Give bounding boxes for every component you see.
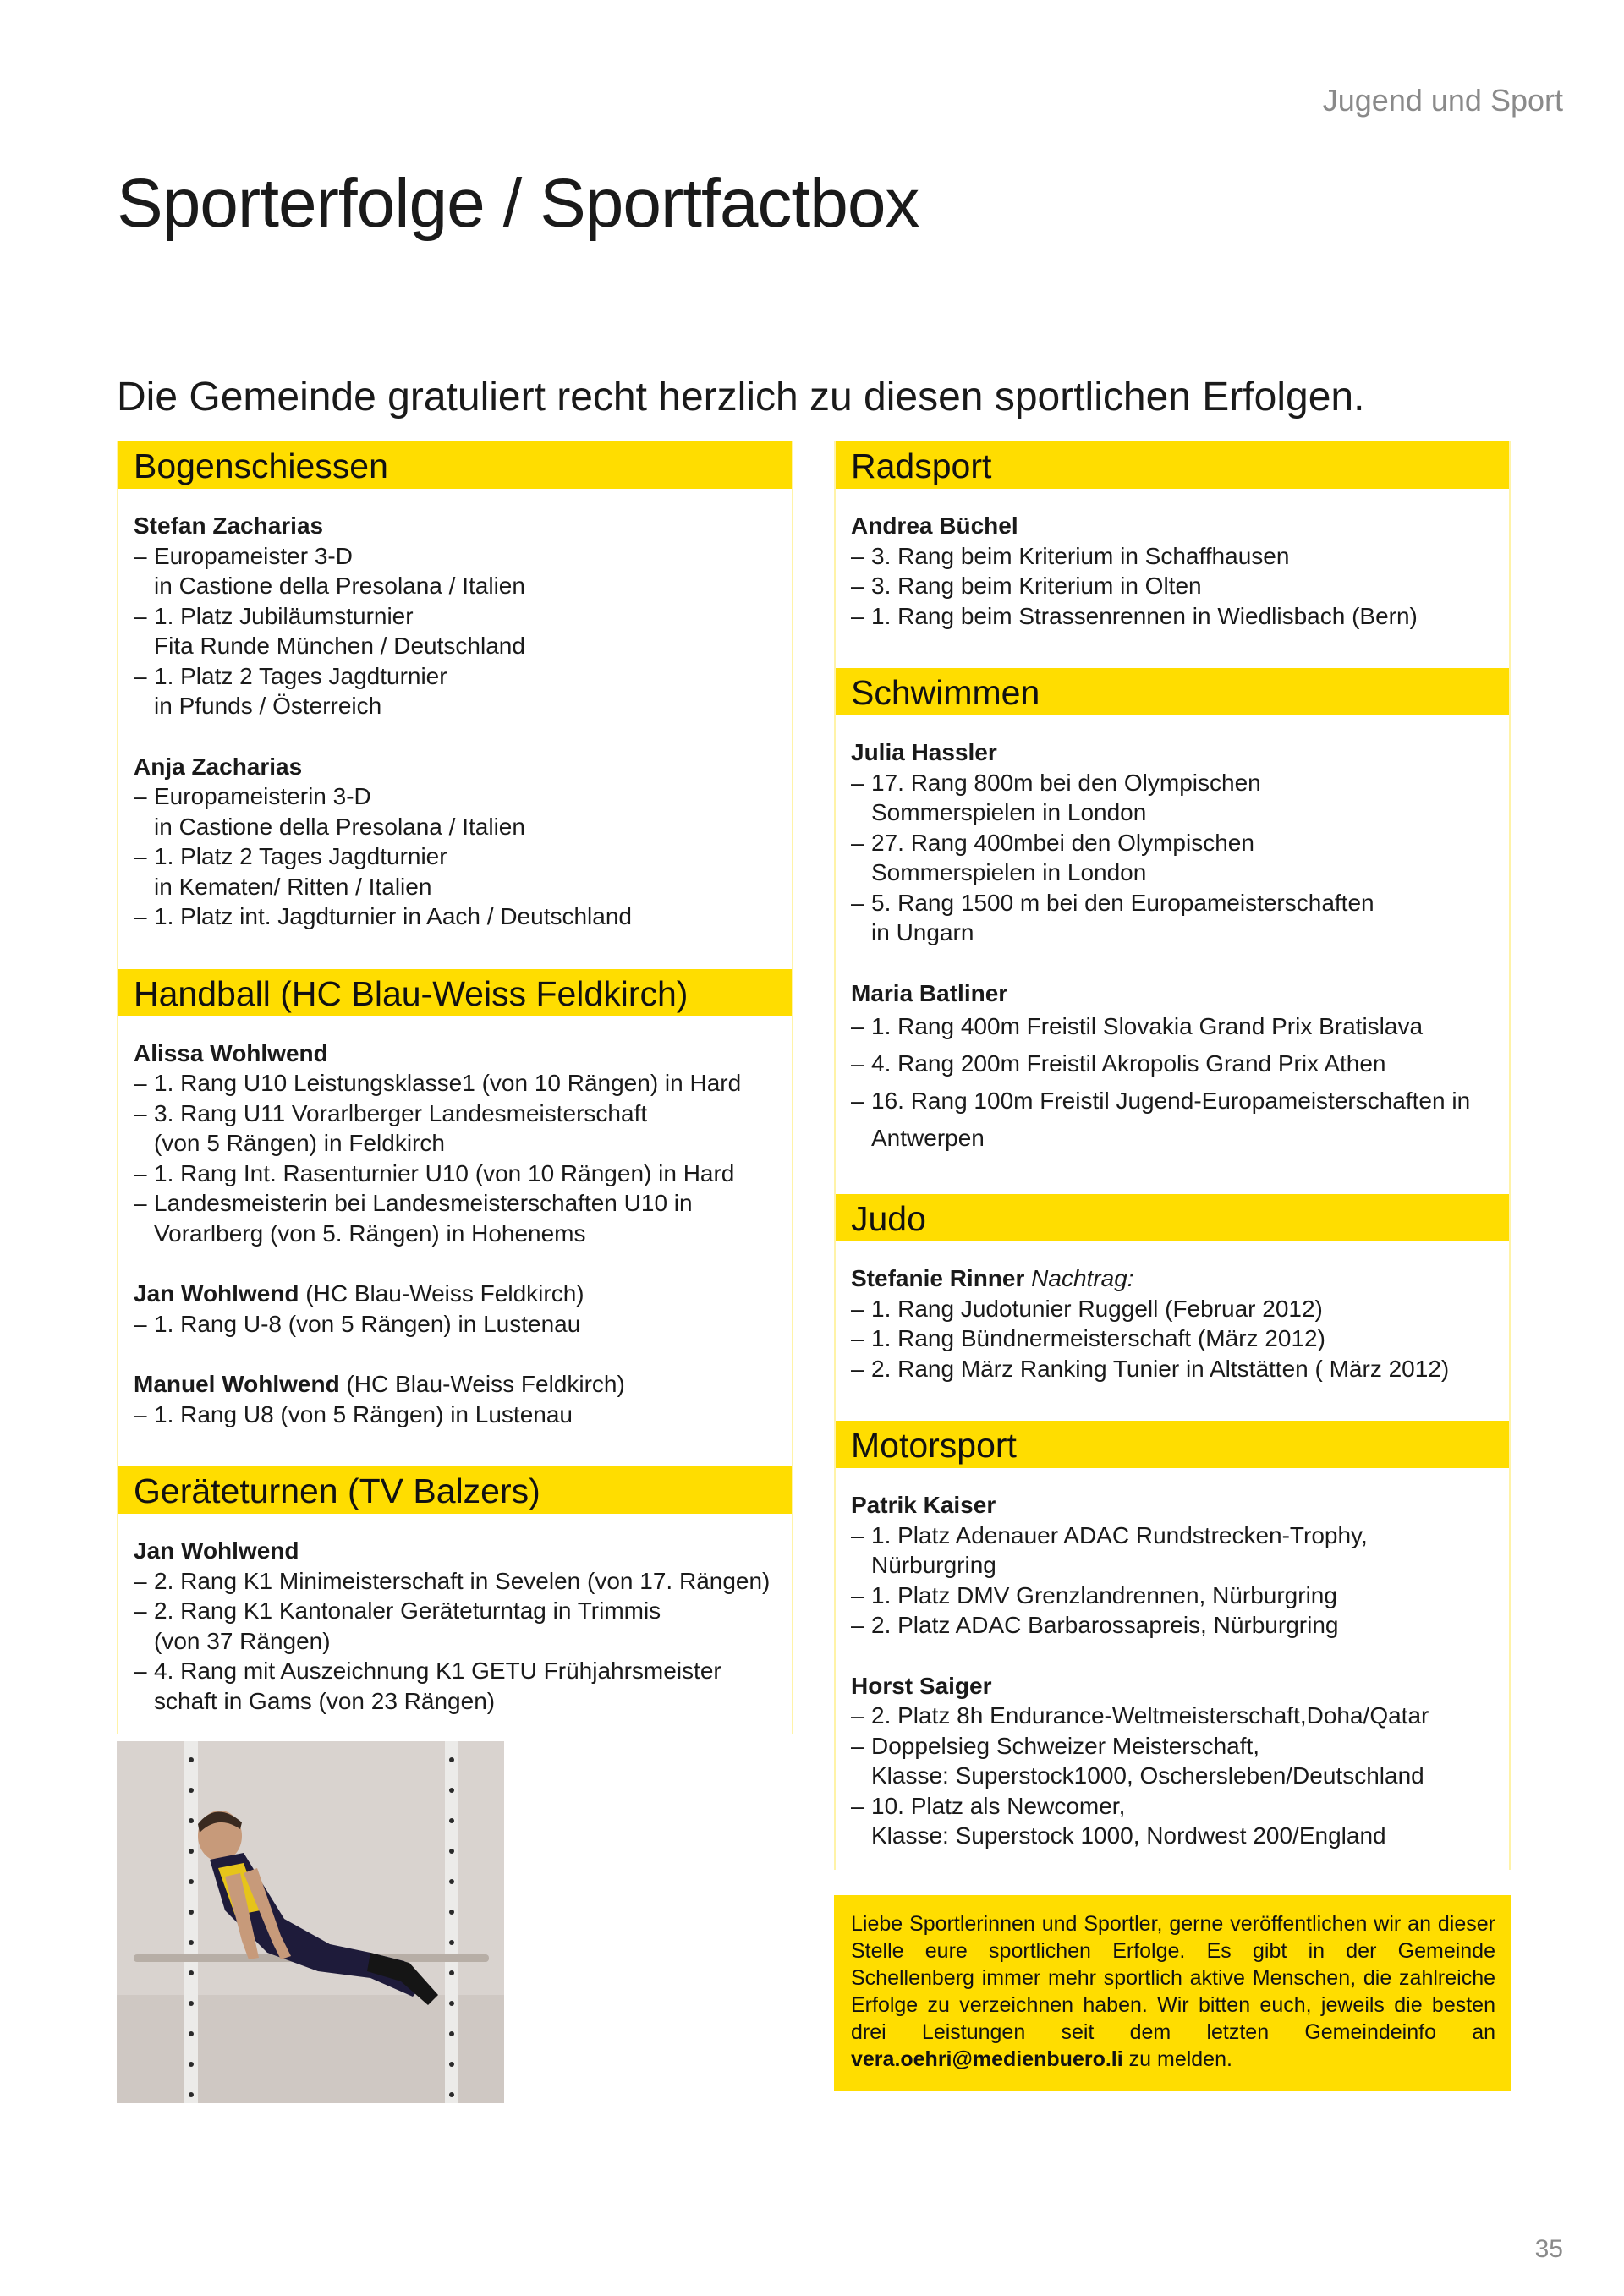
result-list (851, 768, 1509, 948)
left-column (117, 441, 793, 2103)
result-item: – Europameister 3-D in Castione della Presolana / Italien (134, 541, 792, 601)
athlete-name: Stefanie Rinner Nachtrag: (851, 1265, 1134, 1291)
result-item: – 10. Platz als Newcomer, Klasse: Superstock 1000, Nordwest 200/England (851, 1791, 1509, 1851)
category-motorsport (834, 1421, 1511, 1870)
category-radsport (834, 441, 1511, 668)
athlete-entry (134, 511, 792, 721)
category-handball (117, 969, 793, 1467)
result-item: – Doppelsieg Schweizer Meisterschaft, Klasse: Superstock1000, Oschersleben/Deutschland (851, 1731, 1509, 1791)
athlete-name: Stefan Zacharias (134, 512, 324, 539)
result-item: – 16. Rang 100m Freistil Jugend-Europameisterschaften in Antwerpen (851, 1082, 1509, 1157)
category-schwimmen (834, 668, 1511, 1194)
result-item: – 1. Rang U8 (von 5 Rängen) in Lustenau (134, 1400, 792, 1430)
athlete-entry (851, 737, 1509, 948)
result-item: – Landesmeisterin bei Landesmeisterschaften U10 in Vorarlberg (von 5. Rängen) in Hohenems (134, 1188, 792, 1248)
category-body (836, 715, 1509, 1194)
athlete-entry (851, 1490, 1509, 1641)
result-item: – 1. Platz DMV Grenzlandrennen, Nürburgring (851, 1581, 1509, 1611)
category-body (118, 1016, 792, 1467)
result-item: – 2. Platz ADAC Barbarossapreis, Nürburgring (851, 1610, 1509, 1641)
result-item: – 1. Platz Jubiläumsturnier Fita Runde München / Deutschland (134, 601, 792, 661)
result-item: – 3. Rang beim Kriterium in Olten (851, 571, 1509, 601)
category-geraeteturnen (117, 1466, 793, 1734)
athlete-name: Patrik Kaiser (851, 1492, 996, 1518)
result-list (851, 1294, 1509, 1384)
category-body (836, 1241, 1509, 1421)
result-item: – 3. Rang U11 Vorarlberger Landesmeisterschaft (von 5 Rängen) in Feldkirch (134, 1099, 792, 1159)
result-item: – 3. Rang beim Kriterium in Schaffhausen (851, 541, 1509, 572)
result-item: – 1. Rang U-8 (von 5 Rängen) in Lustenau (134, 1309, 792, 1340)
result-list (851, 1521, 1509, 1641)
right-column (834, 441, 1511, 2091)
athlete-entry (134, 1038, 792, 1249)
result-item: – 2. Rang März Ranking Tunier in Altstätten ( März 2012) (851, 1354, 1509, 1384)
athlete-name: Jan Wohlwend (134, 1537, 299, 1564)
athlete-name: Jan Wohlwend (HC Blau-Weiss Feldkirch) (134, 1280, 584, 1307)
athlete-entry (851, 511, 1509, 631)
result-item: – 1. Platz Adenauer ADAC Rundstrecken-Trophy, Nürburgring (851, 1521, 1509, 1581)
category-header: Schwimmen (836, 668, 1509, 715)
result-list (134, 1400, 792, 1430)
result-item: – 1. Rang Bündnermeisterschaft (März 2012) (851, 1323, 1509, 1354)
result-list (134, 541, 792, 721)
page-number: 35 (1534, 2235, 1563, 2263)
athlete-name: Anja Zacharias (134, 753, 303, 780)
athlete-entry (851, 978, 1509, 1158)
category-header: Judo (836, 1194, 1509, 1241)
athlete-entry (134, 1279, 792, 1339)
athlete-entry (134, 1369, 792, 1429)
result-item: – 1. Rang Int. Rasenturnier U10 (von 10 Rängen) in Hard (134, 1159, 792, 1189)
athlete-entry (851, 1671, 1509, 1851)
result-item: – 1. Rang beim Strassenrennen in Wiedlisbach (Bern) (851, 601, 1509, 632)
result-item: – 4. Rang mit Auszeichnung K1 GETU Frühjahrsmeister schaft in Gams (von 23 Rängen) (134, 1656, 792, 1716)
athlete-name: Andrea Büchel (851, 512, 1018, 539)
category-body (118, 489, 792, 969)
category-body (836, 489, 1509, 668)
result-list (851, 1701, 1509, 1851)
result-item: – 17. Rang 800m bei den Olympischen Sommerspielen in London (851, 768, 1509, 828)
gymnast-photo (117, 1741, 504, 2103)
athlete-name: Alissa Wohlwend (134, 1039, 328, 1066)
athlete-entry (134, 1536, 792, 1716)
category-judo (834, 1194, 1511, 1421)
notice-text: Liebe Sportlerinnen und Sportler, gerne veröffentlichen wir an dieser Stelle eure sportlichen Erfolge. Es gibt in der Gemeinde Schellenberg immer mehr sportlich aktive Menschen, die zahlreiche Erfolge zu verzeichnen haben. Wir bitten euch, jeweils die besten drei Leistungen seit dem letzten Gemeindeinfo an (851, 1911, 1495, 2044)
category-bogenschiessen (117, 441, 793, 969)
result-list (134, 1068, 792, 1248)
result-item: – 1. Rang 400m Freistil Slovakia Grand Prix Bratislava (851, 1008, 1509, 1045)
result-list (851, 541, 1509, 632)
submission-notice (834, 1895, 1511, 2091)
result-list (134, 1566, 792, 1717)
result-item: – 5. Rang 1500 m bei den Europameisterschaften in Ungarn (851, 888, 1509, 948)
category-header: Motorsport (836, 1421, 1509, 1468)
result-list (851, 1008, 1509, 1157)
athlete-name: Manuel Wohlwend (HC Blau-Weiss Feldkirch) (134, 1371, 625, 1397)
category-header: Radsport (836, 441, 1509, 489)
result-item: – 2. Rang K1 Minimeisterschaft in Sevelen (von 17. Rängen) (134, 1566, 792, 1597)
category-body (118, 1514, 792, 1734)
result-item: – Europameisterin 3-D in Castione della Presolana / Italien (134, 781, 792, 841)
athlete-name: Horst Saiger (851, 1672, 992, 1699)
result-item: – 4. Rang 200m Freistil Akropolis Grand Prix Athen (851, 1045, 1509, 1082)
result-item: – 1. Platz 2 Tages Jagdturnier in Pfunds / Österreich (134, 661, 792, 721)
category-header: Bogenschiessen (118, 441, 792, 489)
athlete-name: Maria Batliner (851, 979, 1008, 1006)
notice-email[interactable]: vera.oehri@medienbuero.li (851, 2047, 1123, 2071)
category-body (836, 1468, 1509, 1870)
athlete-entry (851, 1263, 1509, 1384)
result-list (134, 781, 792, 932)
result-item: – 2. Platz 8h Endurance-Weltmeisterschaft,Doha/Qatar (851, 1701, 1509, 1731)
result-item: – 1. Rang U10 Leistungsklasse1 (von 10 Rängen) in Hard (134, 1068, 792, 1099)
athlete-entry (134, 752, 792, 932)
category-header: Handball (HC Blau-Weiss Feldkirch) (118, 969, 792, 1016)
result-list (134, 1309, 792, 1340)
result-item: – 1. Platz 2 Tages Jagdturnier in Kematen/ Ritten / Italien (134, 841, 792, 901)
page-title: Sporterfolge / Sportfactbox (117, 165, 919, 242)
result-item: – 27. Rang 400mbei den Olympischen Sommerspielen in London (851, 828, 1509, 888)
athlete-name: Julia Hassler (851, 739, 997, 765)
result-item: – 2. Rang K1 Kantonaler Geräteturntag in Trimmis (von 37 Rängen) (134, 1596, 792, 1656)
category-header: Geräteturnen (TV Balzers) (118, 1466, 792, 1514)
notice-tail: zu melden. (1122, 2047, 1232, 2071)
intro-text: Die Gemeinde gratuliert recht herzlich zu diesen sportlichen Erfolgen. (117, 375, 1365, 419)
section-label: Jugend und Sport (1322, 83, 1563, 118)
result-item: – 1. Rang Judotunier Ruggell (Februar 2012) (851, 1294, 1509, 1324)
result-item: – 1. Platz int. Jagdturnier in Aach / Deutschland (134, 901, 792, 932)
